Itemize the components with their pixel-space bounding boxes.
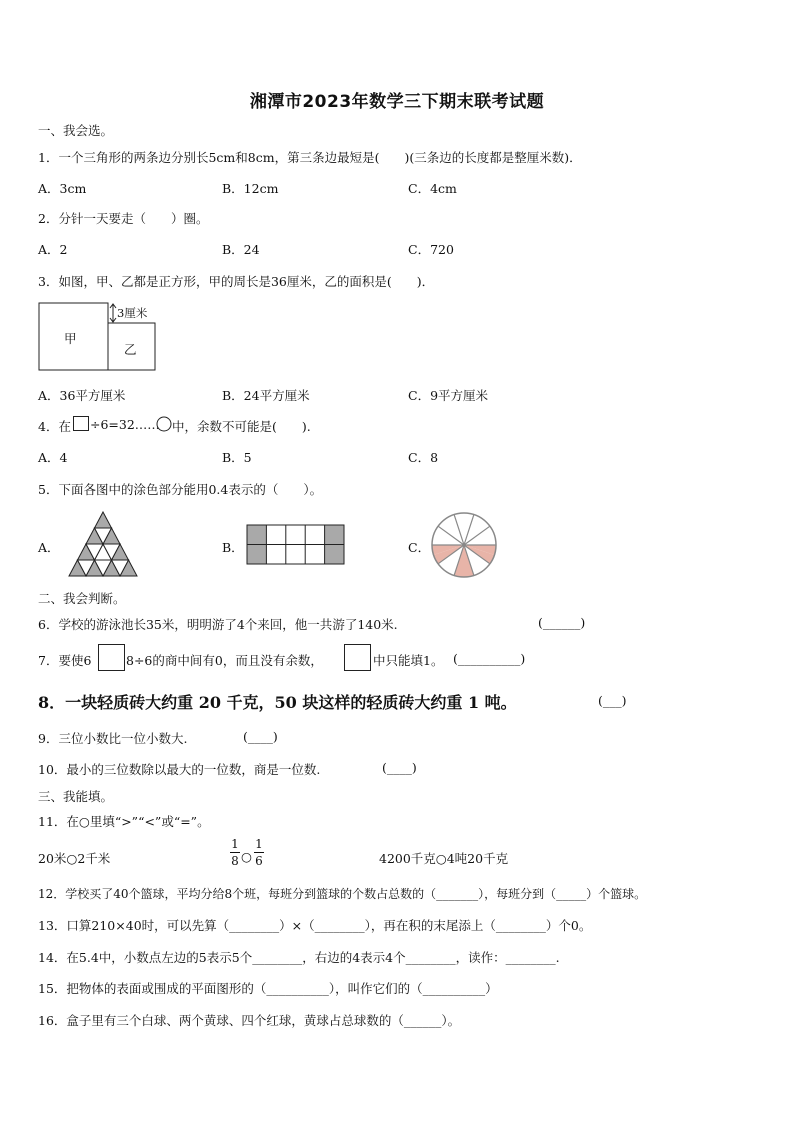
q4-expression: ÷6=32…… [90, 417, 160, 432]
q3-option-c: C．9平方厘米 [408, 388, 489, 403]
fraction-numerator: 1 [255, 837, 263, 851]
fraction-1-6 [253, 837, 265, 868]
question-16: 16．盒子里有三个白球、两个黄球、四个红球，黄球占总球数的（______）。 [38, 1013, 461, 1028]
blank-square-1 [98, 644, 126, 672]
question-5: 5．下面各图中的涂色部分能用0.4表示的（ ）。 [38, 482, 323, 497]
blank-square-2 [344, 644, 372, 672]
q6-answer-blank[interactable]: (______) [538, 615, 586, 630]
q1-option-a: A．3cm [38, 181, 87, 196]
question-9: 9．三位小数比一位小数大. [38, 731, 188, 746]
label-3cm: 3厘米 [117, 306, 148, 320]
compare-circle: ○ [241, 849, 252, 864]
question-11: 11．在○里填“>”“<”或“=”。 [38, 814, 210, 829]
q2-option-a: A．2 [38, 242, 68, 257]
blank-square [73, 416, 91, 432]
q5-option-c: C． [408, 540, 431, 555]
q2-option-c: C．720 [408, 242, 454, 257]
section-heading-3: 三、我能填。 [38, 789, 114, 804]
question-12: 12．学校买了40个篮球，平均分给8个班，每班分到篮球的个数占总数的（_______），每班分到（_____）个篮球。 [38, 887, 647, 901]
question-3: 3．如图，甲、乙都是正方形，甲的周长是36厘米，乙的面积是( )． [38, 274, 435, 289]
q4-prefix: 4．在 [38, 419, 71, 434]
question-6: 6．学校的游泳池长35米，明明游了4个来回，他一共游了140米. [38, 617, 398, 632]
circle-sector-figure [430, 511, 498, 579]
q11-part-1: 20米○2千米 [38, 851, 111, 866]
q7-answer-blank[interactable]: (__________) [453, 651, 526, 666]
triangle-grid-figure [64, 511, 142, 577]
question-2: 2．分针一天要走（ ）圈。 [38, 211, 209, 226]
question-10: 10．最小的三位数除以最大的一位数，商是一位数. [38, 762, 321, 777]
q5-option-a: A． [38, 540, 60, 555]
q4-option-c: C．8 [408, 450, 439, 465]
question-1: 1．一个三角形的两条边分别长5cm和8cm，第三条边最短是( )(三条边的长度都是整厘米数)． [38, 150, 582, 165]
rectangle-grid-figure [246, 524, 346, 566]
q9-answer-blank[interactable]: (____) [243, 729, 278, 744]
fraction-denominator: 8 [231, 854, 239, 868]
q5-option-b: B． [222, 540, 244, 555]
section-heading-1: 一、我会选。 [38, 123, 114, 138]
q1-option-b: B．12cm [222, 181, 279, 196]
q11-part-3: 4200千克○4吨20千克 [379, 851, 509, 866]
q7-prefix: 7．要使6 [38, 653, 92, 668]
label-jia: 甲 [64, 331, 77, 346]
q1-option-c: C．4cm [408, 181, 457, 196]
q2-option-b: B．24 [222, 242, 260, 257]
label-yi: 乙 [124, 342, 137, 357]
fraction-numerator: 1 [231, 837, 239, 851]
squares-figure [38, 302, 168, 372]
question-13: 13．口算210×40时，可以先算（________）×（________），再在积的末尾添上（________）个0。 [38, 918, 592, 933]
q3-option-b: B．24平方厘米 [222, 388, 310, 403]
question-8: 8．一块轻质砖大约重 20 千克，50 块这样的轻质砖大约重 1 吨。 [38, 693, 517, 712]
section-heading-2: 二、我会判断。 [38, 591, 126, 606]
q4-option-a: A．4 [38, 450, 68, 465]
fraction-1-8 [229, 837, 241, 868]
q7-middle: 8÷6的商中间有0，而且没有余数， [126, 653, 323, 668]
page-title: 湘潭市2023年数学三下期末联考试题 [249, 92, 545, 112]
q7-suffix: 中只能填1。 [373, 653, 444, 668]
question-14: 14．在5.4中，小数点左边的5表示5个________，右边的4表示4个________，读作：________. [38, 950, 560, 965]
q3-option-a: A．36平方厘米 [38, 388, 126, 403]
question-15: 15．把物体的表面或围成的平面图形的（__________），叫作它们的（__________） [38, 981, 498, 996]
q4-option-b: B．5 [222, 450, 252, 465]
q8-answer-blank[interactable]: (___) [598, 693, 627, 708]
q4-tail: 中，余数不可能是( ). [172, 419, 311, 434]
q10-answer-blank[interactable]: (____) [382, 760, 417, 775]
fraction-denominator: 6 [255, 854, 263, 868]
